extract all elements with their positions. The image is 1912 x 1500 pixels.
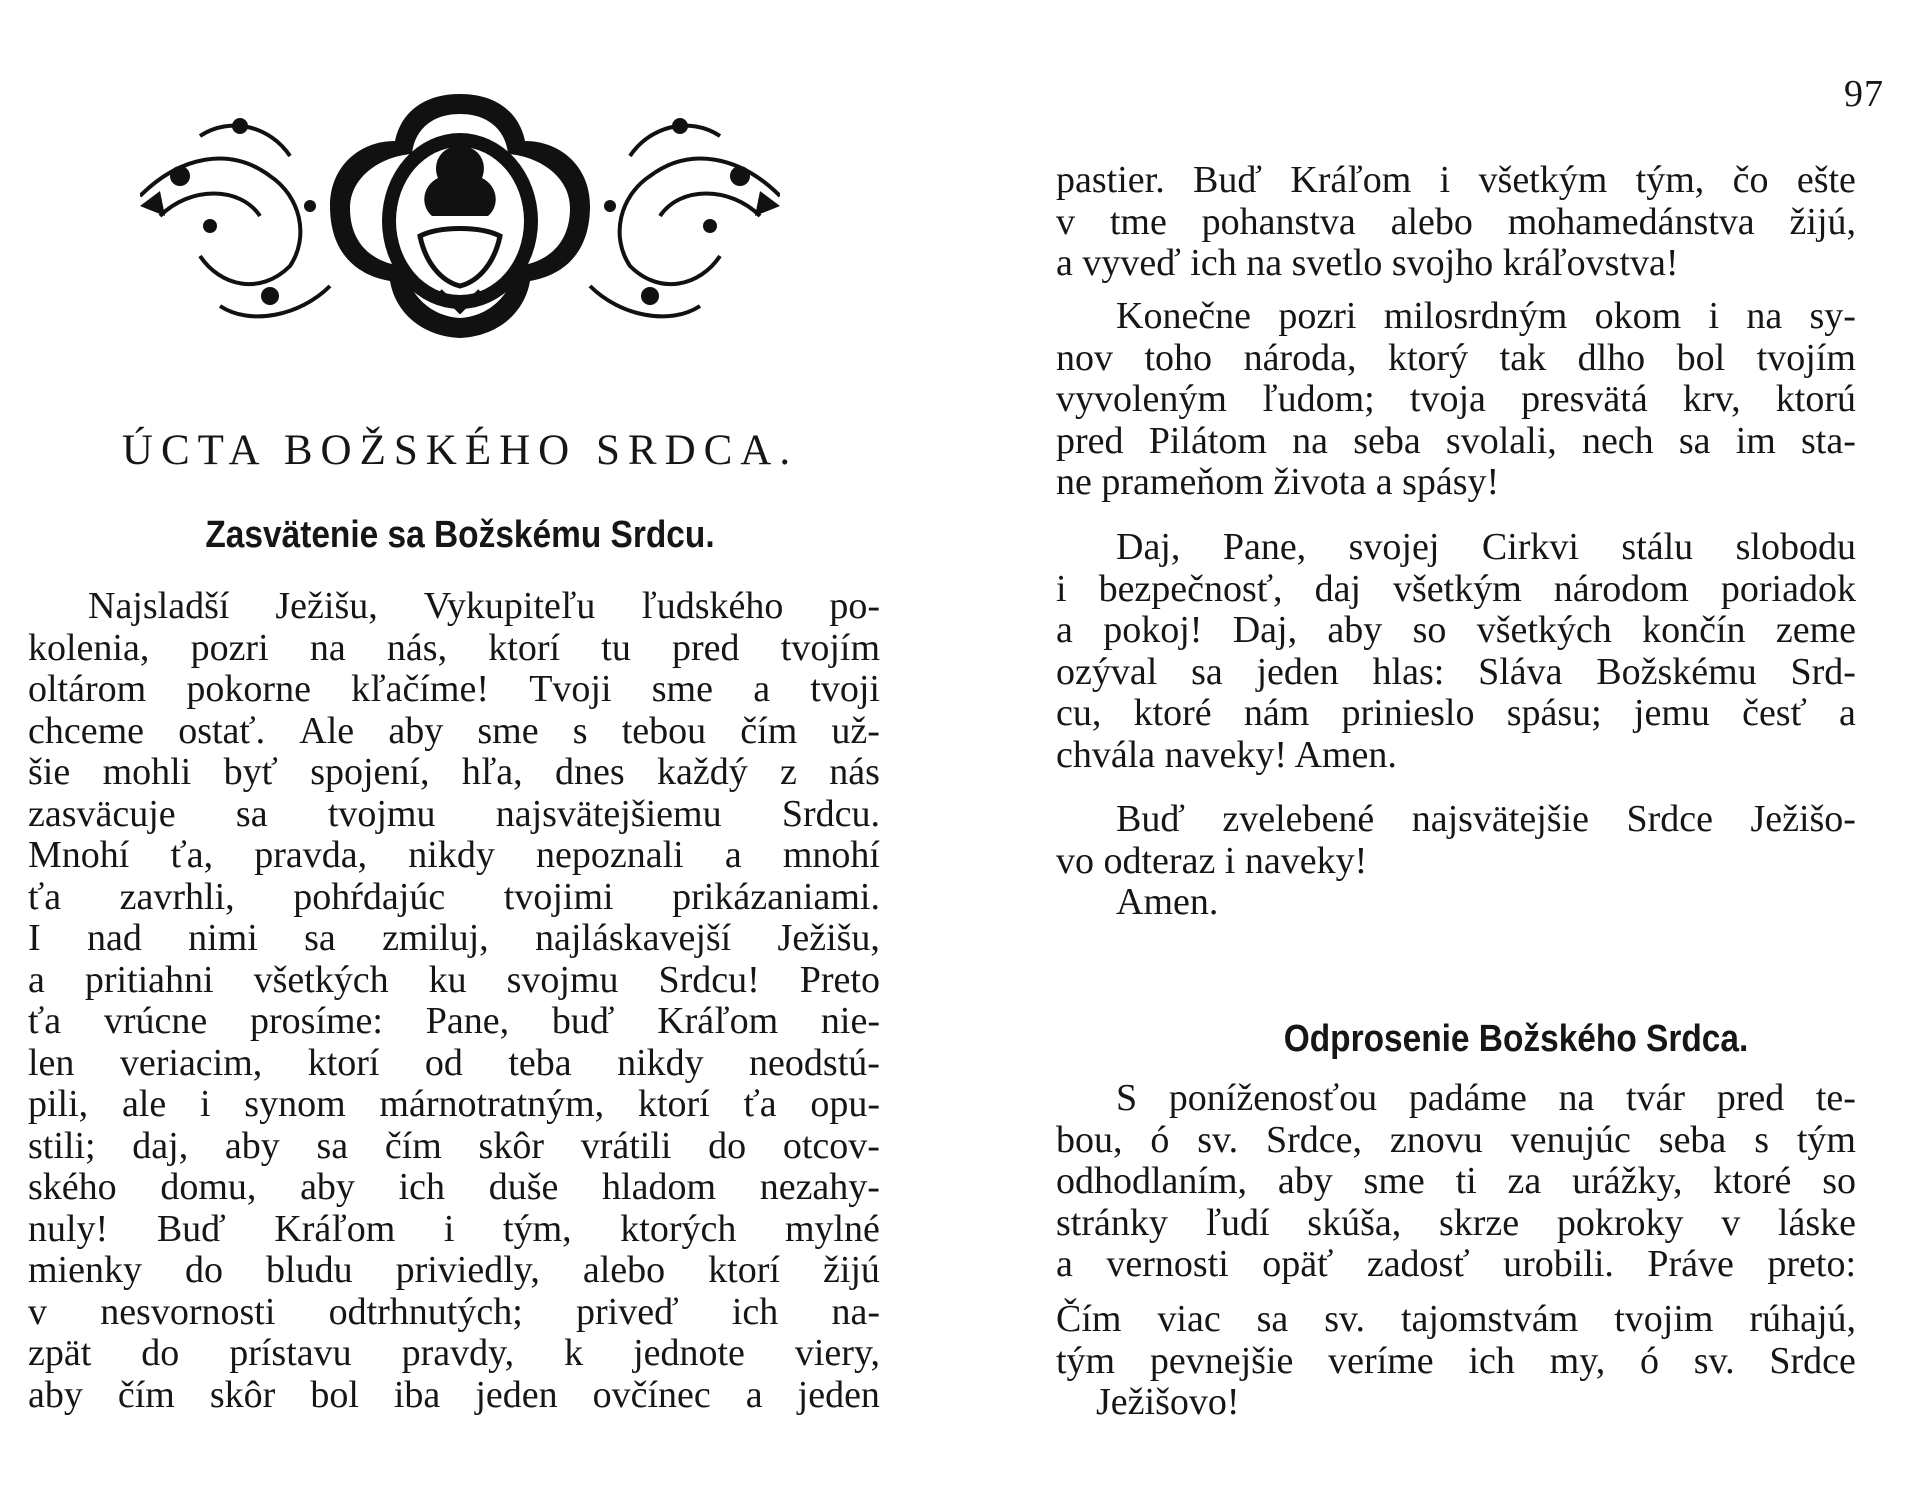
text-line: zasväcuje sa tvojmu najsvätejšiemu Srdcu. (28, 792, 880, 835)
text-line: I nad nimi sa zmiluj, najláskavejší Ježišu, (28, 917, 880, 959)
text-line: a vyveď ich na svetlo svojho kráľovstva! (1056, 242, 1679, 284)
text-line: vo odteraz i naveky! (1056, 839, 1368, 882)
ornamental-header-illustration (140, 86, 780, 346)
text-line: nuly! Buď Kráľom i tým, ktorých mylné (28, 1207, 880, 1250)
text-line: pastier. Buď Kráľom i všetkým tým, čo ešte (1056, 159, 1856, 201)
text-line: Daj, Pane, svojej Cirkvi stálu slobodu (1116, 526, 1856, 568)
text-line: nov toho národa, ktorý tak dlho bol tvojím (1056, 336, 1856, 379)
prayer-paragraph (1056, 296, 1856, 504)
text-line: odhodlaním, aby sme ti za urážky, ktoré so (1056, 1160, 1856, 1202)
prayer-paragraph (1056, 160, 1856, 285)
text-line: Konečne pozri milosrdným okom i na sy- (1116, 295, 1856, 337)
text-line: ťa vrúcne prosíme: Pane, buď Kráľom nie- (28, 1000, 880, 1042)
text-line: S poníženosťou padáme na tvár pred te- (1116, 1077, 1856, 1119)
text-line: v nesvornosti odtrhnutých; priveď ich na- (28, 1290, 880, 1333)
text-line: bou, ó sv. Srdce, znovu venujúc seba s tým (1056, 1118, 1856, 1161)
text-line: ozýval sa jeden hlas: Sláva Božskému Srd- (1056, 650, 1856, 693)
text-line: ne prameňom života a spásy! (1056, 461, 1500, 503)
text-line: pred Pilátom na seba svolali, nech sa im sta- (1056, 419, 1856, 462)
section-heading-reparation: Odprosenie Božského Srdca. (1283, 1018, 1749, 1060)
text-line: Buď zvelebené najsvätejšie Srdce Ježišo- (1116, 798, 1856, 840)
section-heading-consecration: Zasvätenie sa Božskému Srdcu. (205, 514, 715, 556)
text-line: kolenia, pozri na nás, ktorí tu pred tvojím (28, 626, 880, 669)
text-line: len veriacim, ktorí od teba nikdy neodstú- (28, 1041, 880, 1084)
text-line: aby čím skôr bol iba jeden ovčínec a jeden (28, 1373, 880, 1416)
text-line: stili; daj, aby sa čím skôr vrátili do otcov- (28, 1124, 880, 1167)
prayer-paragraph (1056, 1299, 1856, 1424)
prayer-paragraph (1056, 799, 1856, 924)
text-line: a pokoj! Daj, aby so všetkých končín zeme (1056, 609, 1856, 651)
text-line: vyvoleným ľudom; tvoja presvätá krv, ktorú (1056, 378, 1856, 420)
text-line: i bezpečnosť, daj všetkým národom poriadok (1056, 567, 1856, 610)
text-line: zpät do prístavu pravdy, k jednote viery, (28, 1332, 880, 1374)
text-line: Čím viac sa sv. tajomstvám tvojim rúhajú, (1056, 1298, 1856, 1340)
text-line: chvála naveky! Amen. (1056, 733, 1397, 776)
page-number: 97 (1844, 73, 1884, 115)
text-line: mienky do bludu priviedly, alebo ktorí žijú (28, 1249, 880, 1291)
text-line: Najsladší Ježišu, Vykupiteľu ľudského po- (88, 585, 880, 627)
text-line: stránky ľudí skúša, skrze pokroky v láske (1056, 1201, 1856, 1244)
text-line: pili, ale i synom márnotratným, ktorí ťa opu- (28, 1083, 880, 1125)
consecration-prayer-text (28, 586, 880, 1416)
text-line: cu, ktoré nám prinieslo spásu; jemu česť a (1056, 692, 1856, 734)
text-line: chceme ostať. Ale aby sme s tebou čím už- (28, 709, 880, 752)
text-line: v tme pohanstva alebo mohamedánstva žijú, (1056, 200, 1856, 243)
text-line: Amen. (1116, 881, 1219, 923)
text-line: Mnohí ťa, pravda, nikdy nepoznali a mnohí (28, 834, 880, 876)
page-title: ÚCTA BOŽSKÉHO SRDCA. (121, 427, 799, 474)
text-line: a pritiahni všetkých ku svojmu Srdcu! Preto (28, 958, 880, 1001)
prayer-paragraph (1056, 1078, 1856, 1286)
text-line: oltárom pokorne kľačíme! Tvoji sme a tvoji (28, 668, 880, 710)
prayer-paragraph (1056, 527, 1856, 776)
text-line: ského domu, aby ich duše hladom nezahy- (28, 1166, 880, 1208)
text-line: šie mohli byť spojení, hľa, dnes každý z nás (28, 751, 880, 793)
text-line: tým pevnejšie veríme ich my, ó sv. Srdce (1056, 1339, 1856, 1382)
text-line: Ježišovo! (1096, 1381, 1240, 1423)
text-line: ťa zavrhli, pohŕdajúc tvojimi prikázaniami. (28, 875, 880, 918)
right-page (956, 0, 1912, 1500)
text-line: a vernosti opäť zadosť urobili. Práve preto: (1056, 1243, 1856, 1285)
